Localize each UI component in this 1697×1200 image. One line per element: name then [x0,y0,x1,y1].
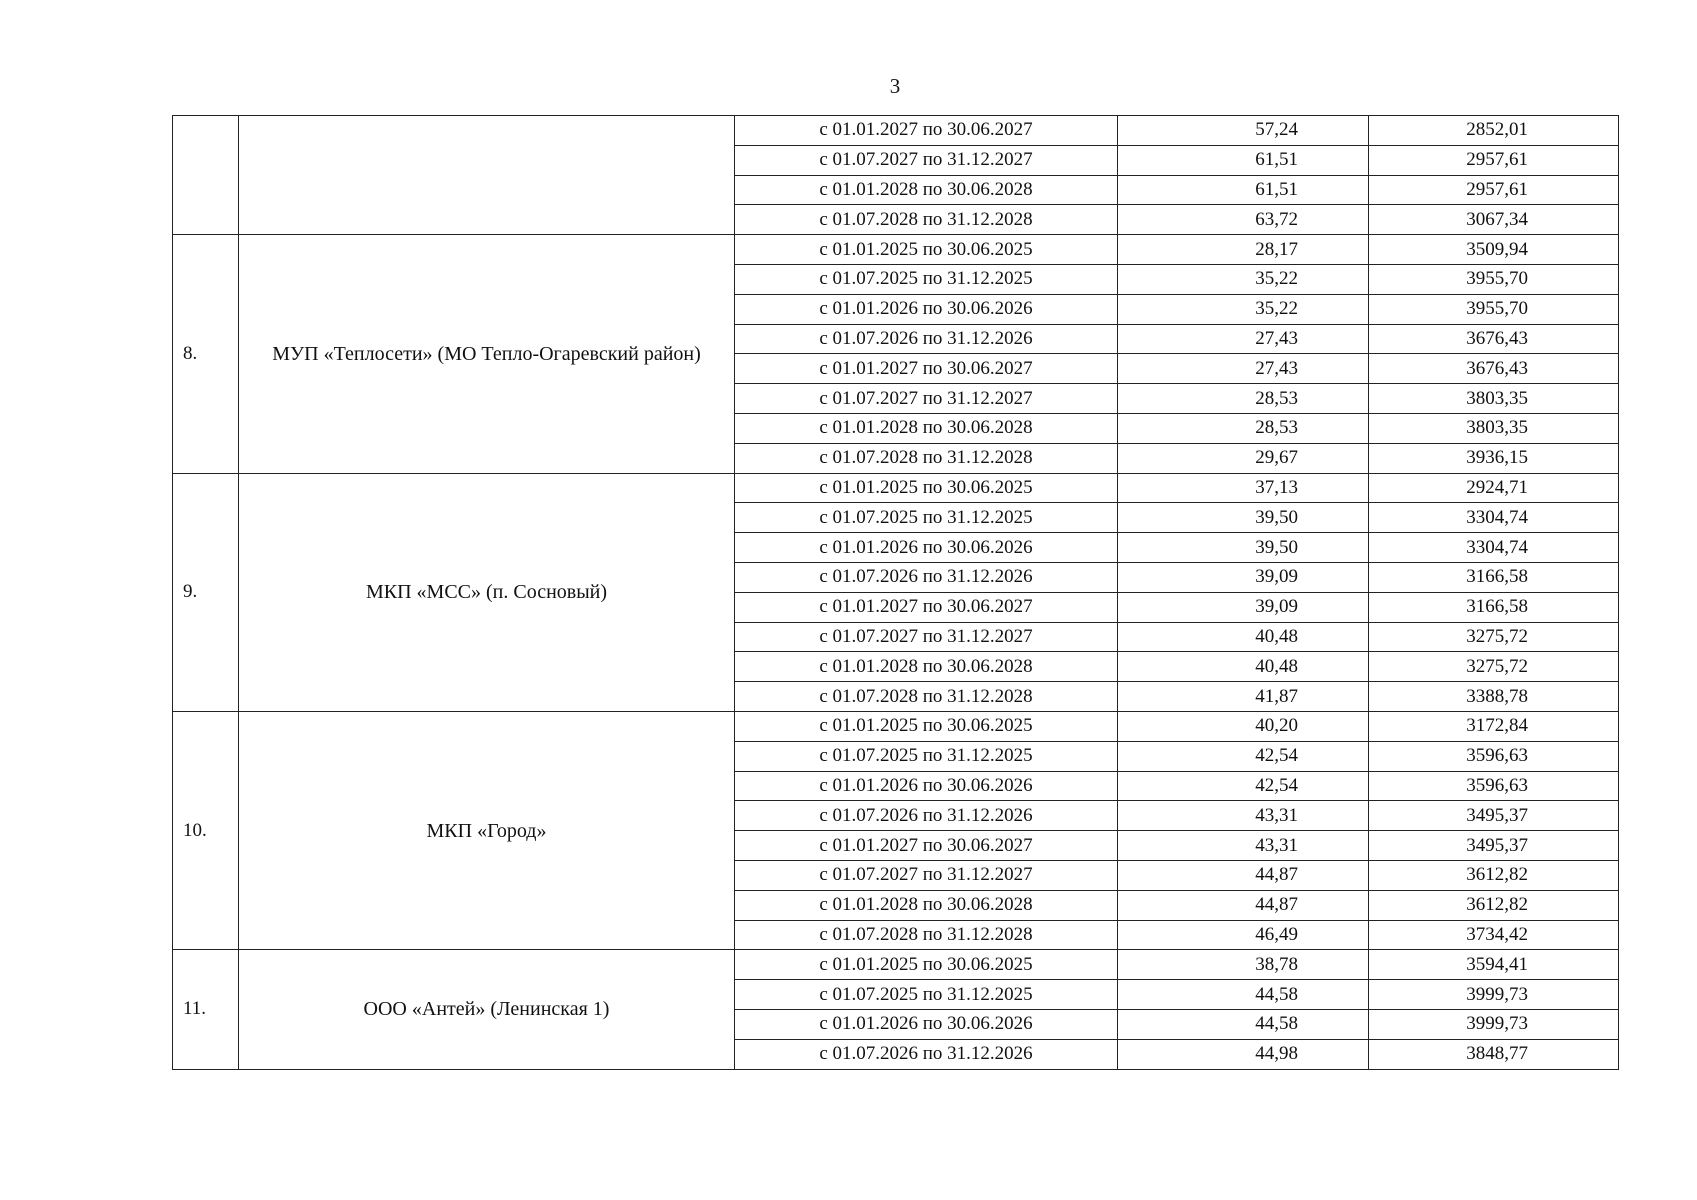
value-cell: 41,87 [1118,682,1369,712]
amount-cell: 3676,43 [1369,324,1619,354]
table-row [173,473,1619,503]
amount-cell: 3495,37 [1369,801,1619,831]
period-cell: с 01.07.2026 по 31.12.2026 [735,1039,1118,1069]
value-cell: 37,13 [1118,473,1369,503]
period-cell: с 01.07.2026 по 31.12.2026 [735,801,1118,831]
value-cell: 35,22 [1118,264,1369,294]
amount-cell: 2924,71 [1369,473,1619,503]
amount-cell: 3596,63 [1369,771,1619,801]
amount-cell: 3596,63 [1369,741,1619,771]
value-cell: 43,31 [1118,831,1369,861]
period-cell: с 01.01.2028 по 30.06.2028 [735,413,1118,443]
period-cell: с 01.01.2028 по 30.06.2028 [735,890,1118,920]
value-cell: 42,54 [1118,741,1369,771]
value-cell: 39,50 [1118,503,1369,533]
period-cell: с 01.07.2028 по 31.12.2028 [735,920,1118,950]
amount-cell: 3594,41 [1369,950,1619,980]
row-number: 10. [173,711,239,949]
amount-cell: 3275,72 [1369,652,1619,682]
amount-cell: 3999,73 [1369,980,1619,1010]
value-cell: 38,78 [1118,950,1369,980]
amount-cell: 3166,58 [1369,562,1619,592]
period-cell: с 01.07.2027 по 31.12.2027 [735,622,1118,652]
value-cell: 44,87 [1118,860,1369,890]
value-cell: 42,54 [1118,771,1369,801]
amount-cell: 3275,72 [1369,622,1619,652]
row-number: 11. [173,950,239,1069]
amount-cell: 3509,94 [1369,235,1619,265]
period-cell: с 01.07.2025 по 31.12.2025 [735,264,1118,294]
value-cell: 29,67 [1118,443,1369,473]
amount-cell: 3495,37 [1369,831,1619,861]
period-cell: с 01.01.2026 по 30.06.2026 [735,533,1118,563]
row-number: 8. [173,235,239,473]
period-cell: с 01.07.2026 по 31.12.2026 [735,562,1118,592]
table-row [173,235,1619,265]
value-cell: 35,22 [1118,294,1369,324]
period-cell: с 01.01.2027 по 30.06.2027 [735,354,1118,384]
period-cell: с 01.01.2026 по 30.06.2026 [735,294,1118,324]
period-cell: с 01.07.2027 по 31.12.2027 [735,384,1118,414]
amount-cell: 2957,61 [1369,145,1619,175]
amount-cell: 3734,42 [1369,920,1619,950]
period-cell: с 01.07.2028 по 31.12.2028 [735,205,1118,235]
value-cell: 44,87 [1118,890,1369,920]
value-cell: 44,58 [1118,1009,1369,1039]
value-cell: 43,31 [1118,801,1369,831]
row-number [173,116,239,235]
value-cell: 44,58 [1118,980,1369,1010]
organization-name: МКП «Город» [239,711,735,949]
period-cell: с 01.07.2027 по 31.12.2027 [735,145,1118,175]
value-cell: 40,20 [1118,711,1369,741]
period-cell: с 01.07.2025 по 31.12.2025 [735,980,1118,1010]
amount-cell: 3936,15 [1369,443,1619,473]
value-cell: 57,24 [1118,116,1369,146]
amount-cell: 3304,74 [1369,503,1619,533]
table-row [173,711,1619,741]
period-cell: с 01.01.2027 по 30.06.2027 [735,831,1118,861]
period-cell: с 01.07.2027 по 31.12.2027 [735,860,1118,890]
organization-name: МУП «Теплосети» (МО Тепло-Огаревский район) [239,235,735,473]
value-cell: 63,72 [1118,205,1369,235]
period-cell: с 01.01.2025 по 30.06.2025 [735,711,1118,741]
organization-name: ООО «Антей» (Ленинская 1) [239,950,735,1069]
period-cell: с 01.01.2026 по 30.06.2026 [735,1009,1118,1039]
table-row [173,950,1619,980]
organization-name: МКП «МСС» (п. Сосновый) [239,473,735,711]
value-cell: 39,09 [1118,562,1369,592]
organization-name [239,116,735,235]
amount-cell: 3955,70 [1369,294,1619,324]
amount-cell: 3172,84 [1369,711,1619,741]
amount-cell: 3166,58 [1369,592,1619,622]
period-cell: с 01.01.2027 по 30.06.2027 [735,116,1118,146]
amount-cell: 3388,78 [1369,682,1619,712]
table-row [173,116,1619,146]
period-cell: с 01.01.2028 по 30.06.2028 [735,652,1118,682]
value-cell: 44,98 [1118,1039,1369,1069]
row-number: 9. [173,473,239,711]
value-cell: 40,48 [1118,622,1369,652]
tariff-table-body [173,116,1619,1070]
value-cell: 28,53 [1118,384,1369,414]
value-cell: 61,51 [1118,175,1369,205]
amount-cell: 2852,01 [1369,116,1619,146]
amount-cell: 3304,74 [1369,533,1619,563]
value-cell: 39,50 [1118,533,1369,563]
amount-cell: 3067,34 [1369,205,1619,235]
value-cell: 39,09 [1118,592,1369,622]
period-cell: с 01.07.2028 по 31.12.2028 [735,443,1118,473]
page-number: 3 [889,74,901,98]
value-cell: 28,17 [1118,235,1369,265]
period-cell: с 01.07.2025 по 31.12.2025 [735,741,1118,771]
period-cell: с 01.01.2025 по 30.06.2025 [735,473,1118,503]
period-cell: с 01.01.2027 по 30.06.2027 [735,592,1118,622]
period-cell: с 01.01.2025 по 30.06.2025 [735,950,1118,980]
value-cell: 27,43 [1118,324,1369,354]
period-cell: с 01.01.2028 по 30.06.2028 [735,175,1118,205]
value-cell: 28,53 [1118,413,1369,443]
amount-cell: 2957,61 [1369,175,1619,205]
amount-cell: 3999,73 [1369,1009,1619,1039]
period-cell: с 01.01.2026 по 30.06.2026 [735,771,1118,801]
amount-cell: 3955,70 [1369,264,1619,294]
amount-cell: 3803,35 [1369,384,1619,414]
value-cell: 40,48 [1118,652,1369,682]
amount-cell: 3803,35 [1369,413,1619,443]
period-cell: с 01.07.2026 по 31.12.2026 [735,324,1118,354]
amount-cell: 3612,82 [1369,860,1619,890]
period-cell: с 01.01.2025 по 30.06.2025 [735,235,1118,265]
period-cell: с 01.07.2025 по 31.12.2025 [735,503,1118,533]
tariff-table [172,115,1619,1070]
period-cell: с 01.07.2028 по 31.12.2028 [735,682,1118,712]
value-cell: 27,43 [1118,354,1369,384]
value-cell: 46,49 [1118,920,1369,950]
amount-cell: 3676,43 [1369,354,1619,384]
amount-cell: 3612,82 [1369,890,1619,920]
amount-cell: 3848,77 [1369,1039,1619,1069]
value-cell: 61,51 [1118,145,1369,175]
